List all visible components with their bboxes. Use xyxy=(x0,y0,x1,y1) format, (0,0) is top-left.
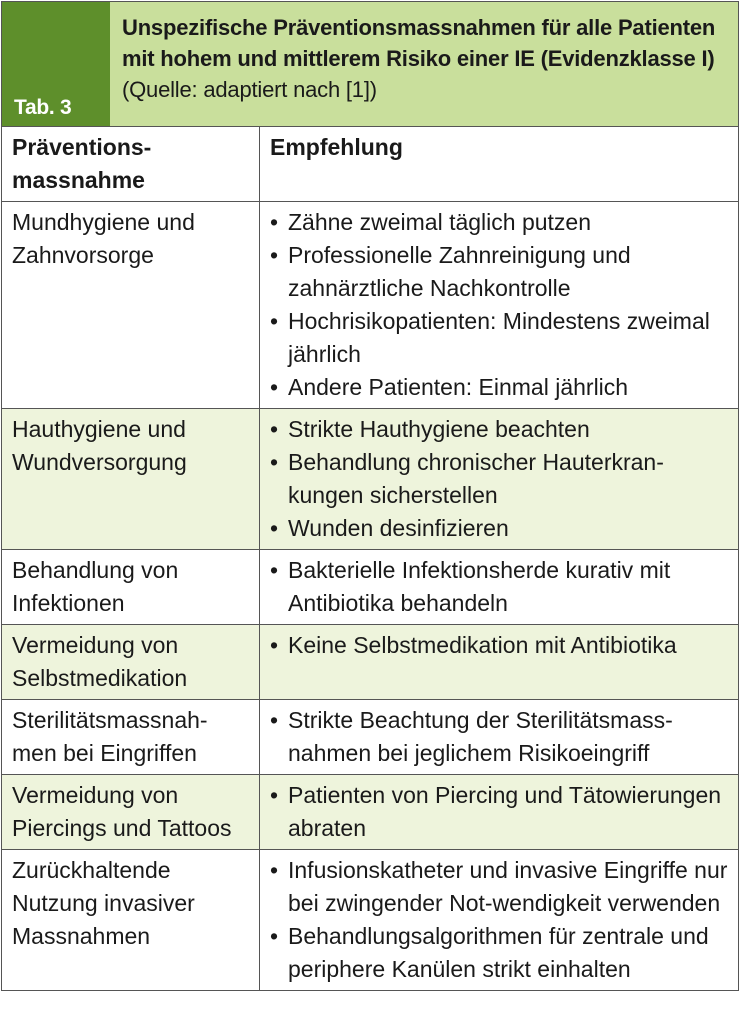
measure-cell: Behandlung von Infektionen xyxy=(2,550,260,624)
bullet-icon: • xyxy=(270,416,279,442)
recommendation-text: Strikte Hauthygiene beachten xyxy=(288,416,590,442)
table-row xyxy=(2,700,738,775)
bullet-icon: • xyxy=(270,515,279,541)
recommendation-cell xyxy=(260,775,738,849)
recommendation-item xyxy=(270,512,728,545)
table-row xyxy=(2,775,738,850)
table-row xyxy=(2,625,738,700)
measure-cell: Hauthygiene und Wundversorgung xyxy=(2,409,260,549)
recommendation-cell xyxy=(260,700,738,774)
recommendation-text: Bakterielle Infektionsherde kurativ mit Antibiotika behandeln xyxy=(288,557,671,616)
column-header-recommendation: Empfehlung xyxy=(270,134,403,160)
recommendation-item xyxy=(270,446,728,512)
measure-cell: Vermeidung von Piercings und Tattoos xyxy=(2,775,260,849)
recommendation-item xyxy=(270,629,728,662)
bullet-icon: • xyxy=(270,308,279,334)
recommendation-text: Behandlungsalgorithmen für zentrale und periphere Kanülen strikt einhalten xyxy=(288,923,709,982)
measure-cell: Vermeidung von Selbstmedikation xyxy=(2,625,260,699)
recommendation-text: Patienten von Piercing und Tätowierungen abraten xyxy=(288,782,722,841)
recommendation-item xyxy=(270,305,728,371)
bullet-icon: • xyxy=(270,242,279,268)
bullet-icon: • xyxy=(270,557,279,583)
recommendation-item xyxy=(270,239,728,305)
bullet-icon: • xyxy=(270,707,279,733)
bullet-icon: • xyxy=(270,857,279,883)
recommendation-text: Infusionskatheter und invasive Eingriffe nur bei zwingender Not-wendigkeit verwenden xyxy=(288,857,728,916)
bullet-icon: • xyxy=(270,209,279,235)
recommendation-item xyxy=(270,554,728,620)
recommendation-cell xyxy=(260,409,738,549)
measure-cell: Zurückhaltende Nutzung invasiver Massnahmen xyxy=(2,850,260,990)
recommendation-text: Strikte Beachtung der Sterilitätsmass-nahmen bei jeglichem Risikoeingriff xyxy=(288,707,673,766)
bullet-icon: • xyxy=(270,632,279,658)
recommendation-cell xyxy=(260,625,738,699)
column-header-measure-line: massnahme xyxy=(12,167,145,193)
recommendation-text: Hochrisikopatienten: Mindestens zweimal jährlich xyxy=(288,308,710,367)
recommendation-text: Professionelle Zahnreinigung und zahnärztliche Nachkontrolle xyxy=(288,242,631,301)
table-header xyxy=(2,2,738,127)
recommendation-text: Keine Selbstmedikation mit Antibiotika xyxy=(288,632,677,658)
tab-label-cell xyxy=(2,2,110,126)
bullet-icon: • xyxy=(270,374,279,400)
bullet-icon: • xyxy=(270,923,279,949)
tab-label: Tab. 3 xyxy=(14,96,72,119)
recommendation-item xyxy=(270,704,728,770)
bullet-icon: • xyxy=(270,782,279,808)
recommendation-item xyxy=(270,920,728,986)
table-row xyxy=(2,202,738,409)
table-row xyxy=(2,850,738,990)
table-title-source: (Quelle: adaptiert nach [1]) xyxy=(122,77,377,102)
table-row xyxy=(2,550,738,625)
recommendation-item xyxy=(270,206,728,239)
table-title-bold: Unspezifische Präventionsmassnahmen für alle Patienten mit hohem und mittlerem Risiko einer IE (Evidenzklasse I) xyxy=(122,15,716,71)
recommendation-text: Behandlung chronischer Hauterkran-kungen sicherstellen xyxy=(288,449,664,508)
recommendation-cell xyxy=(260,850,738,990)
measure-cell: Sterilitätsmassnah-men bei Eingriffen xyxy=(2,700,260,774)
table-row xyxy=(2,409,738,550)
table-body xyxy=(2,202,738,990)
column-header-measure xyxy=(2,127,260,201)
recommendation-text: Zähne zweimal täglich putzen xyxy=(288,209,591,235)
measure-cell: Mundhygiene und Zahnvorsorge xyxy=(2,202,260,408)
column-header-row xyxy=(2,127,738,202)
recommendation-item xyxy=(270,371,728,404)
prevention-table xyxy=(1,1,739,991)
bullet-icon: • xyxy=(270,449,279,475)
recommendation-item xyxy=(270,779,728,845)
recommendation-item xyxy=(270,413,728,446)
recommendation-text: Wunden desinfizieren xyxy=(288,515,509,541)
recommendation-cell xyxy=(260,202,738,408)
recommendation-item xyxy=(270,854,728,920)
recommendation-text: Andere Patienten: Einmal jährlich xyxy=(288,374,629,400)
recommendation-cell xyxy=(260,550,738,624)
column-header-measure-line: Präventions- xyxy=(12,134,152,160)
table-title xyxy=(110,2,738,126)
